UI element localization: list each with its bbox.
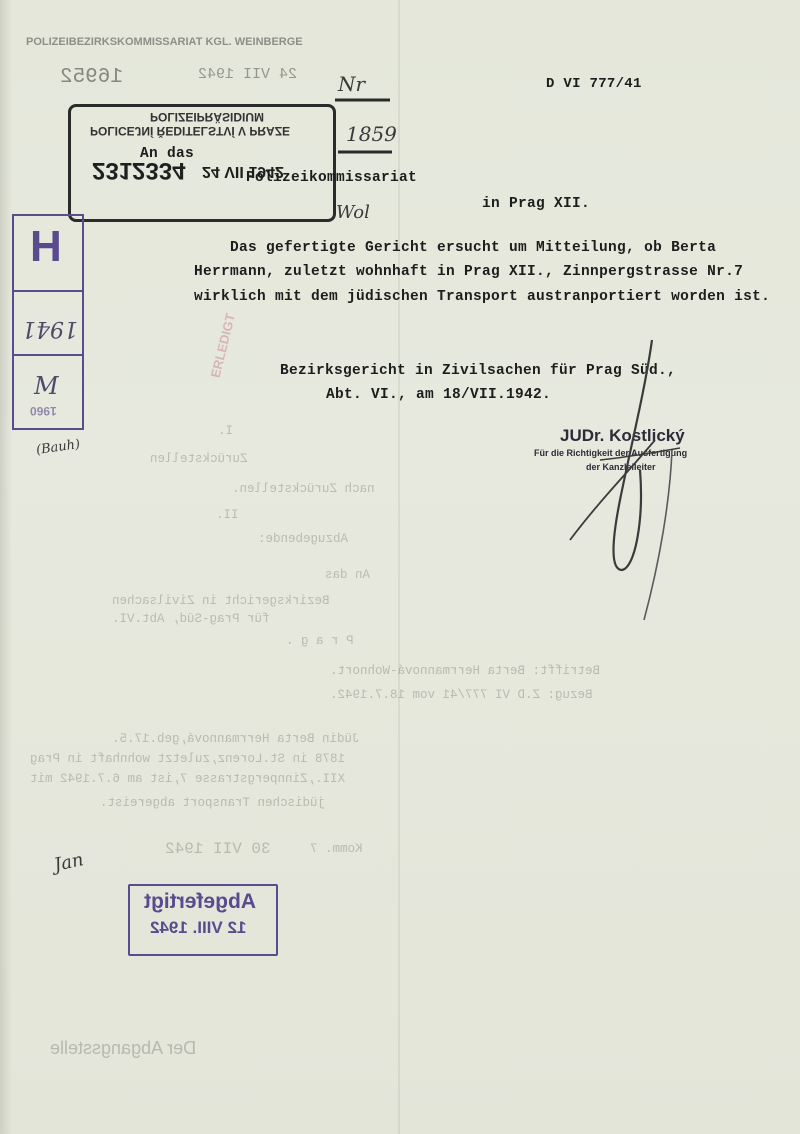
bleed-line-17: 30 VII 1942	[165, 840, 271, 858]
bleed-line-1: I.	[218, 424, 234, 438]
side-stamp-mark-3: 1960	[30, 404, 57, 418]
bleed-line-7: Bezirksgericht in Zivilsachen	[112, 594, 330, 608]
bleed-line-8: für Prag-Süd, Abt.VI.	[112, 612, 270, 626]
side-stamp-mark-1: 1941	[22, 316, 78, 341]
bleed-line-3: nach Zurückstellen.	[232, 482, 375, 496]
bleed-line-12: Jüdin Berta Herrmannová,geb.17.5.	[112, 732, 360, 746]
handwritten-note-left: (Bauh)	[35, 436, 82, 459]
body-line-2: Herrmann, zuletzt wohnhaft in Prag XII., Zinnpergstrasse Nr.7	[194, 264, 744, 280]
bleed-number: 16952	[60, 66, 124, 89]
bleed-line-18: Der Abgangsstelle	[50, 1038, 197, 1058]
handwritten-mark-number: 1859	[346, 122, 397, 146]
address-an-das: An das	[140, 146, 195, 162]
police-stamp-line2: POLICEJNÍ ŘEDITELSTVÍ V PRAZE	[90, 124, 291, 138]
bleed-line-4: II.	[216, 508, 239, 522]
police-stamp-number: 2312334	[92, 157, 186, 184]
bleed-line-5: Abzugebende:	[258, 532, 349, 546]
bleed-line-10: Betrifft: Berta Herrmannová-Wohnort.	[330, 664, 601, 678]
bleed-line-6: An das	[325, 568, 371, 582]
address-recipient: Polizeikommissariat	[246, 170, 418, 186]
body-line-3: wirklich mit dem jüdischen Transport austranportiert worden ist.	[194, 289, 771, 305]
bleed-date: 24 VII 1942	[198, 66, 298, 83]
bleed-line-14: XII.,Zinnpergstrasse 7,ist am 6.7.1942 mit	[30, 772, 346, 786]
bleed-line-15: jüdischen Transport abgereist.	[100, 796, 326, 810]
abgefertigt-date: 12 VIII. 1942	[150, 918, 247, 937]
red-stamp: ERLEDIGT	[207, 311, 239, 380]
side-stamp-letter: H	[30, 222, 62, 271]
closing-date: Abt. VI., am 18/VII.1942.	[326, 387, 552, 403]
signature-stamp-line2: der Kanzleileiter	[586, 462, 656, 472]
bleed-line-16: Komm. 7	[310, 842, 363, 856]
signature-stamp-name: JUDr. Kostlický	[560, 426, 685, 445]
bleed-received-line: POLIZEIBEZIRKSKOMMISSARIAT KGL. WEINBERGE	[26, 36, 303, 48]
police-stamp-date: 24 VII 1942	[202, 163, 284, 180]
handwritten-initials-bottom: Jan	[52, 849, 86, 876]
closing-court: Bezirksgericht in Zivilsachen für Prag Süd.,	[280, 363, 677, 379]
bleed-line-2: Zurückstellen	[150, 452, 248, 466]
signature-scribble	[560, 330, 700, 640]
body-line-1: Das gefertigte Gericht ersucht um Mitteilung, ob Berta	[230, 240, 717, 256]
address-city: in Prag XII.	[482, 196, 591, 212]
signature-stamp-line1: Für die Richtigkeit der Ausfertigung	[534, 448, 688, 458]
handwritten-mark-nr: Nr	[338, 72, 366, 96]
side-stamp-mark-2: M	[34, 372, 59, 400]
bleed-line-11: Bezug: Z.D VI 777/41 vom 18.7.1942.	[330, 688, 593, 702]
bleed-line-9: P r a g .	[286, 634, 354, 648]
handwritten-strokes	[330, 60, 400, 170]
bleed-line-13: 1878 in St.Lorenz,zuletzt wohnhaft in Prag	[30, 752, 346, 766]
handwritten-initials: Wol	[336, 202, 370, 223]
paper-edge-shadow	[0, 0, 12, 1134]
police-stamp-line1: POLIZEIPRÄSIDIUM	[150, 110, 265, 124]
side-stamp-divider	[12, 290, 82, 292]
abgefertigt-label: Abgefertigt	[144, 890, 256, 913]
reference-number: D VI 777/41	[546, 76, 642, 92]
side-stamp-divider-2	[12, 354, 82, 356]
